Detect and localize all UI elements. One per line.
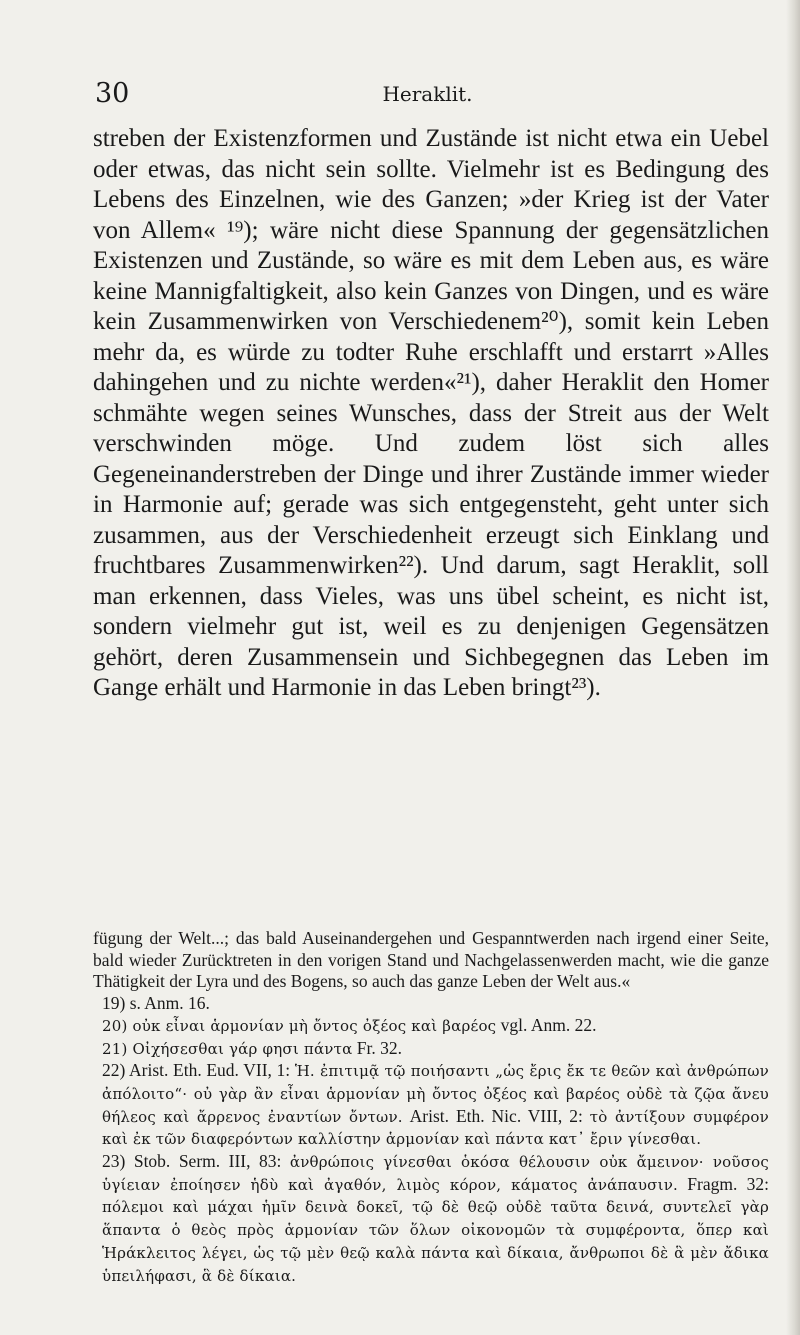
footnote-continuation: fügung der Welt...; das bald Auseinandergehen und Gespanntwerden nach irgend einer Seite, bald wieder Zurücktreten in den vorigen Stand und Nachgelassenwerden macht, wie die ganze Thätigkeit der Lyra und des Bogens, so auch das ganze Leben der Welt aus.« [93,928,769,992]
footnote-22-source: 22) Arist. Eth. Eud. VII, 1: [102,1060,295,1081]
footnote-23-greek-quote: ἀνθρώποις γίνεσθαι ὁκόσα θέλουσιν οὐκ ἄμεινον· νοῦσος ὑγίειαν ἐποίησεν ἡδὺ καὶ ἀγαθόν, λιμὸς κόρον, κάματος ἀνάπαυσιν. [102,1153,769,1194]
running-title: Heraklit. [382,82,473,106]
footnote-23-source-2: Fragm. 32: [678,1173,769,1194]
main-paragraph: streben der Existenzformen und Zustände ist nicht etwa ein Uebel oder etwas, das nicht sein sollte. Vielmehr ist es Bedingung des Lebens des Einzelnen, wie des Ganzen; »der Krieg ist der Vater von Allem« ¹⁹); wäre nicht diese Spannung der gegensätzlichen Existenzen und Zustände, so wäre es mit dem Leben aus, es wäre keine Mannigfaltigkeit, also kein Ganzes von Dingen, und es wäre kein Zusammenwirken von Verschiedenem²⁰), somit kein Leben mehr da, es würde zu todter Ruhe erschlafft und erstarrt »Alles dahingehen und zu nichte werden«²¹), daher Heraklit den Homer schmähte wegen seines Wunsches, dass der Streit aus der Welt verschwinden möge. Und zudem löst sich alles Gegeneinanderstreben der Dinge und ihrer Zustände immer wieder in Harmonie auf; gerade was sich entgegensteht, geht unter sich zusammen, aus der Verschiedenheit erzeugt sich Einklang und fruchtbares Zusammenwirken²²). Und darum, sagt Heraklit, soll man erkennen, dass Vieles, was uns übel scheint, es nicht ist, sondern vielmehr gut ist, weil es zu denjenigen Gegensätzen gehört, deren Zusammensein und Sichbegegnen das Leben im Gange erhält und Harmonie in das Leben bringt²³). [93,125,769,701]
footnote-22-greek-quote-2: τὸ ἀντίξουν συμφέρον καὶ ἐκ τῶν διαφερόντων καλλίστην ἁρμονίαν καὶ πάντα κατ᾽ ἔριν γίνεσθαι. [102,1107,769,1149]
footnote-19: 19) s. Anm. 16. [102,993,210,1014]
footnote-23 [93,1151,769,1287]
footnote-23-source: 23) Stob. Serm. III, 83: [102,1151,290,1172]
page-number: 30 [95,78,130,109]
footnote-21-ref: Fr. 32. [352,1037,403,1058]
page-edge-shadow [786,0,800,1335]
footnote-22-source-2: Arist. Eth. Nic. VIII, 2: [402,1105,590,1126]
footnote-21-greek: 21) Οἰχήσεσθαι γάρ φησι πάντα [102,1039,353,1058]
footnote-22-greek-quote: Ἡ. ἐπιτιμᾷ τῷ ποιήσαντι „ὡς ἔρις ἔκ τε θεῶν καὶ ἀνθρώπων ἀπόλοιτο“· οὐ γὰρ ἂν εἶναι ἁρμονίαν μὴ ὄντος ὀξέος καὶ βαρέος οὐδὲ τὰ ζῷα ἄνευ θήλεος καὶ ἄρρενος ἐναντίων ὄντων. [102,1062,769,1126]
footnote-21 [93,1038,769,1061]
footnote-22 [93,1060,769,1151]
footnote-20-ref: vgl. Anm. 22. [496,1014,597,1035]
main-text [93,124,769,704]
page-header [95,78,760,112]
footnote-20-greek: 20) οὐκ εἶναι ἁρμονίαν μὴ ὄντος ὀξέος καὶ βαρέος [102,1016,497,1035]
footnotes [93,928,769,1287]
footnote-20 [93,1015,769,1038]
footnote-23-greek-quote-2: πόλεμοι καὶ μάχαι ἡμῖν δεινὰ δοκεῖ, τῷ δὲ θεῷ οὐδὲ ταῦτα δεινά, συντελεῖ γὰρ ἅπαντα ὁ θεὸς πρὸς ἁρμονίαν τῶν ὅλων οἰκονομῶν τὰ συμφέροντα, ὅπερ καὶ Ἡράκλειτος λέγει, ὡς τῷ μὲν θεῷ καλὰ πάντα καὶ δίκαια, ἄνθρωποι δὲ ἃ μὲν ἄδικα ὑπειλήφασι, ἃ δὲ δίκαια. [102,1198,769,1285]
